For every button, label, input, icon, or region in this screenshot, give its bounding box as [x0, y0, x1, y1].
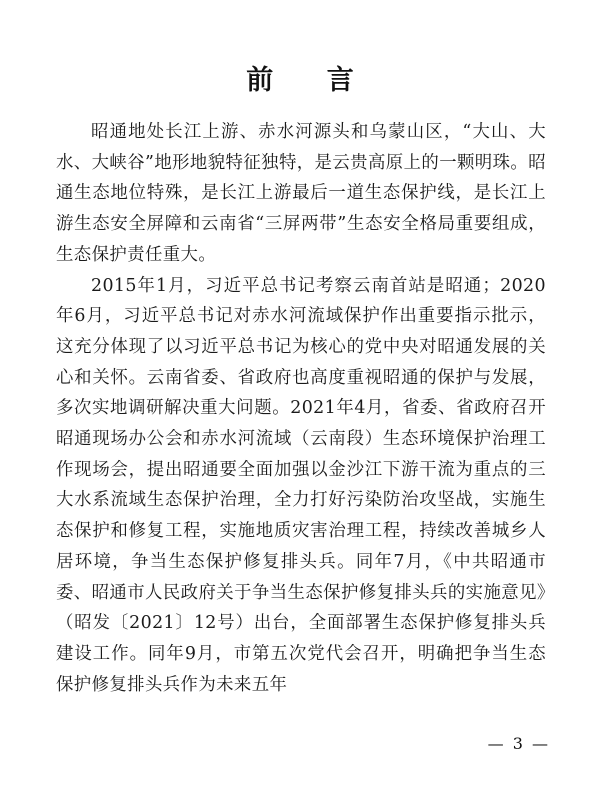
page-title: 前 言: [246, 65, 376, 96]
paragraph-2: 2015年1月，习近平总书记考察云南首站是昭通；2020年6月，习近平总书记对赤水河流域保护作出重要指示批示，这充分体现了以习近平总书记为核心的党中央对昭通发展的关心和关怀。云南省委、省政府也高度重视昭通的保护与发展，多次实地调研解决重大问题。2021年4月，省委、省政府召开昭通现场办公会和赤水河流域（云南段）生态环境保护治理工作现场会，提出昭通要全面加强以金沙江下游干流为重点的三大水系流域生态保护治理，全力打好污染防治攻坚战，实施生态保护和修复工程，实施地质灾害治理工程，持续改善城乡人居环境，争当生态保护修复排头兵。同年7月，《中共昭通市委、昭通市人民政府关于争当生态保护修复排头兵的实施意见》（昭发〔2021〕12号）出台，全面部署生态保护修复排头兵建设工作。同年9月，市第五次党代会召开，明确把争当生态保护修复排头兵作为未来五年: [56, 275, 546, 695]
paragraph-1: 昭通地处长江上游、赤水河源头和乌蒙山区，“大山、大水、大峡谷”地形地貌特征独特，是云贵高原上的一颗明珠。昭通生态地位特殊，是长江上游最后一道生态保护线，是长江上游生态安全屏障和云南省“三屏两带”生态安全格局重要组成，生态保护责任重大。: [56, 122, 546, 265]
page-number: — 3 —: [487, 734, 550, 753]
body-text: [56, 117, 546, 700]
